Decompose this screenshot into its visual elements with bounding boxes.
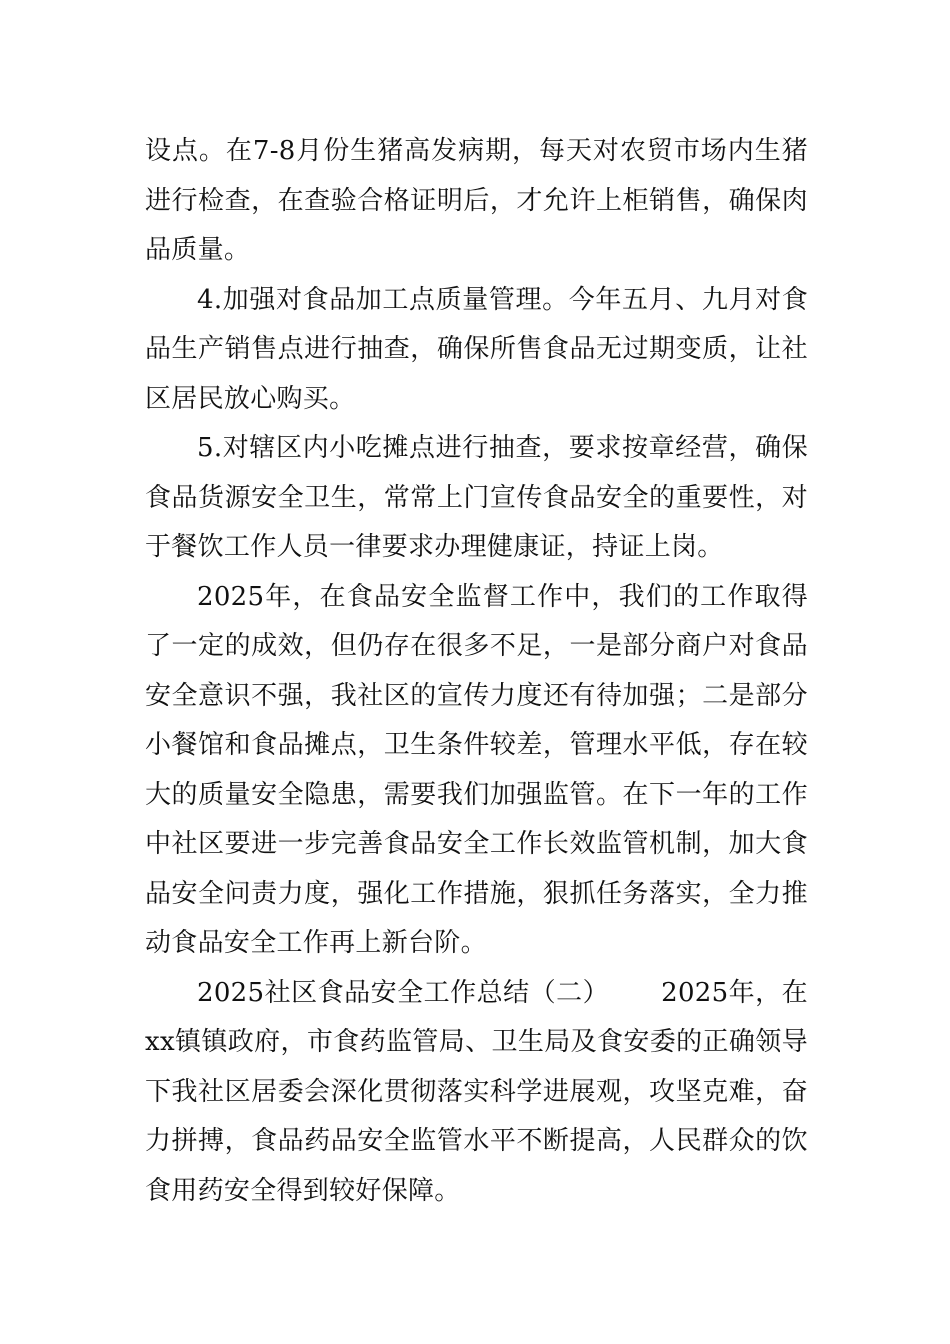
paragraph-item-5: 5.对辖区内小吃摊点进行抽查，要求按章经营，确保食品货源安全卫生，常常上门宣传食品安全的重要性，对于餐饮工作人员一律要求办理健康证，持证上岗。 <box>145 433 808 562</box>
paragraph-summary: 2025年，在食品安全监督工作中，我们的工作取得了一定的成效，但仍存在很多不足，一是部分商户对食品安全意识不强，我社区的宣传力度还有待加强；二是部分小餐馆和食品摊点，卫生条件较差，管理水平低，存在较大的质量安全隐患，需要我们加强监管。在下一年的工作中社区要进一步完善食品安全工作长效监管机制，加大食品安全问责力度，强化工作措施，狠抓任务落实，全力推动食品安全工作再上新台阶。 <box>145 581 808 958</box>
section-two-body: 2025年，在xx镇镇政府，市食药监管局、卫生局及食安委的正确领导下我社区居委会深化贯彻落实科学进展观，攻坚克难，奋力拼搏，食品药品安全监管水平不断提高，人民群众的饮食用药安全得到较好保障。 <box>145 977 808 1206</box>
section-two-title: 2025社区食品安全工作总结（二） <box>197 977 610 1008</box>
paragraph-section-two <box>145 969 808 1217</box>
paragraph-continuation: 设点。在7-8月份生猪高发病期，每天对农贸市场内生猪进行检查，在查验合格证明后，才允许上柜销售，确保肉品质量。 <box>145 136 808 265</box>
paragraph-item-4: 4.加强对食品加工点质量管理。今年五月、九月对食品生产销售点进行抽查，确保所售食品无过期变质，让社区居民放心购买。 <box>145 284 808 414</box>
